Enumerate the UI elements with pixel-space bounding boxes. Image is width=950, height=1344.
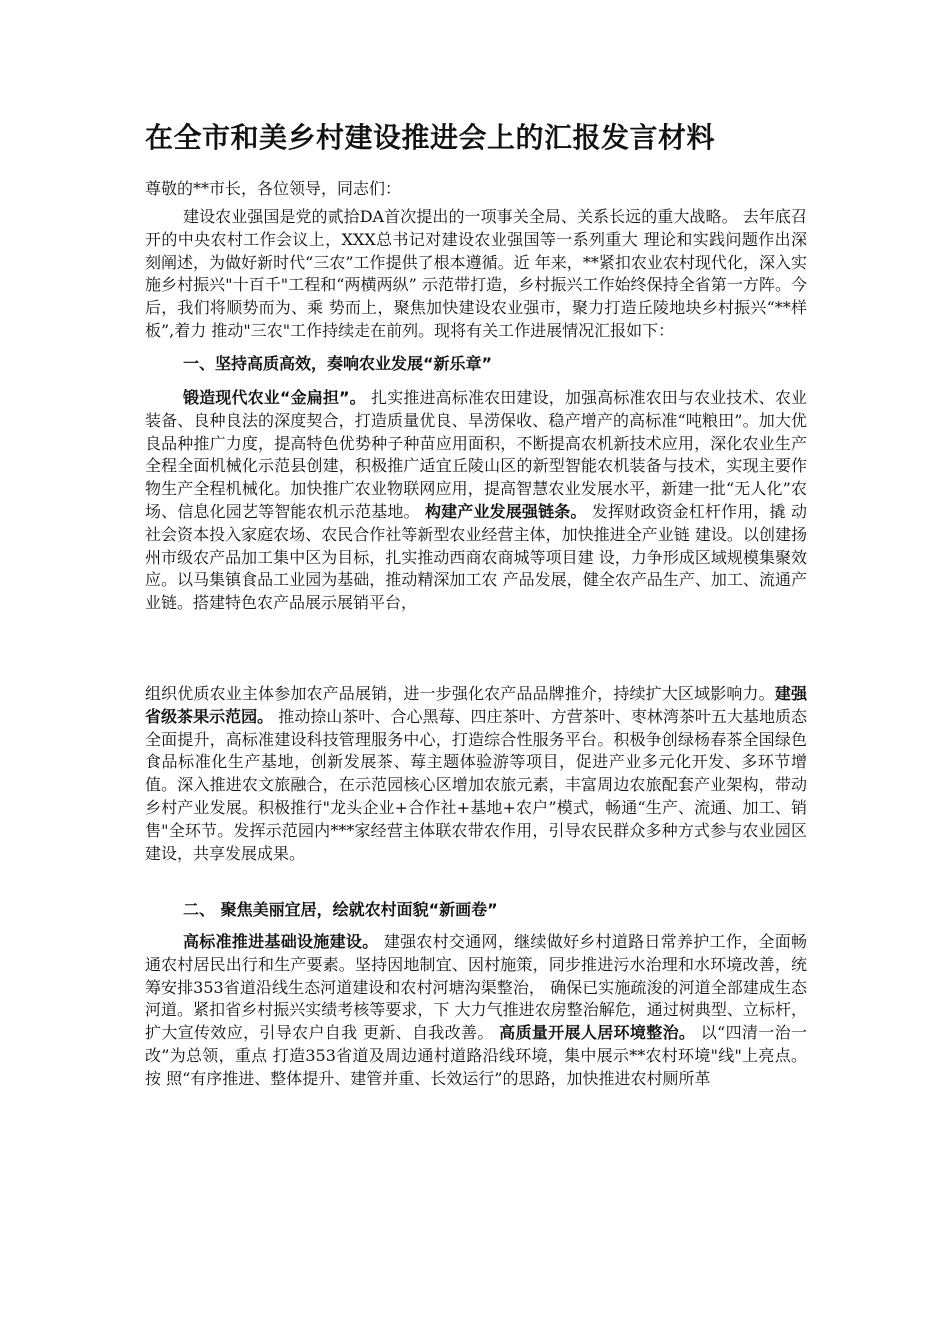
section-1-paragraph-2 [145, 683, 807, 865]
salutation: 尊敬的**市长，各位领导，同志们： [145, 179, 402, 198]
paragraph-text: 扎实推进高标准农田建设，加强高标准农田与农业技术、农业装备、良种良法的深度契合，打造质量优良、旱涝保收、稳产增产的高标准“吨粮田”。加大优良品种推广力度，提高特色优势种子种苗应用面积，不断提高农机新技术应用，深化农业生产全程全面机械化示范县创建，积极推广适宜丘陵山区的新型智能农机装备与技术，实现主要作物生产全程机械化。加快推广农业物联网应用，提高智慧农业发展水平，新建一批“无人化”农场、信息化园艺等智能农机示范基地。 [145, 388, 807, 521]
paragraph-text: 建强农村交通网，继续做好乡村道路日常养护工作，全面畅通农村居民出行和生产要素。坚持因地制宜、因村施策，同步推进污水治理和水环境改善，统筹安排353省道沿线生态河道建设和农村河塘沟渠整治， 确保已实施疏浚的河道全部建成生态河道。紧扣省乡村振兴实绩考核等要求，下 大力气推进农房整治解危，通过树典型、立标杆，扩大宣传效应，引导农户自我 更新、自我改善。 [145, 932, 807, 1043]
section-1-heading: 一、坚持高质高效，奏响农业发展“新乐章” [183, 354, 493, 373]
section-1-paragraph-1 [145, 387, 807, 615]
document-title: 在全市和美乡村建设推进会上的汇报发言材料 [145, 121, 716, 154]
subheading-infrastructure: 高标准推进基础设施建设。 [183, 932, 379, 951]
paragraph-text: 推动捺山茶叶、合心黑莓、四庄茶叶、方营茶叶、枣林湾茶叶五大基地质态全面提升，高标准建设科技管理服务中心，打造综合性服务平台。积极争创绿杨春茶全国绿色食品标准化生产基地，创新发展茶、莓主题体验游等项目，促进产业多元化开发、多环节增值。深入推进农文旅融合，在示范园核心区增加农旅元素，丰富周边农旅配套产业架构，带动乡村产业发展。积极推行"龙头企业+合作社+基地+农户”模式，畅通“生产、流通、加工、销售"全环节。发挥示范园内***家经营主体联农带农作用，引导农民群众多种方式参与农业园区建设，共享发展成果。 [145, 706, 807, 863]
subheading-industry-chain: 构建产业发展强链条。 [424, 501, 587, 521]
intro-paragraph: 建设农业强国是党的贰拾DA首次提出的一项事关全局、关系长远的重大战略。 去年底召开的中央农村工作会议上，XXX总书记对建设农业强国等一系列重大 理论和实践问题作出深刻阐述，为做好新时代“三农”工作提供了根本遵循。近 年来，**紧扣农业农村现代化，深入实施乡村振兴"十百千"工程和“两横两纵” 示范带打造，乡村振兴工作始终保持全省第一方阵。今后，我们将顺势而为、乘 势而上，聚焦加快建设农业强市，聚力打造丘陵地块乡村振兴“**样板”,着力 推动"三农"工作持续走在前列。现将有关工作进展情况汇报如下： [145, 207, 807, 340]
subheading-tea-fruit-park: 建强省级茶果示范园。 [145, 684, 807, 726]
paragraph-text: 以“四清一治一改”为总领，重点 打造353省道及周边通村道路沿线环境，集中展示**农村环境"线"上亮点。按 照“有序推进、整体提升、建管并重、长效运行”的思路，加快推进农村厕所革 [145, 1023, 807, 1088]
section-2-paragraph-1 [145, 931, 807, 1091]
subheading-golden-pole: 锻造现代农业“金扁担”。 [183, 388, 366, 407]
paragraph-text: 发挥财政资金杠杆作用，撬 动社会资本投入家庭农场、农民合作社等新型农业经营主体，加快推进全产业链 建设。以创建扬州市级农产品加工集中区为目标，扎实推动西商农商城等项目建 设，力争形成区域规模集聚效应。以马集镇食品工业园为基础，推动精深加工农 产品发展，健全农产品生产、加工、流通产业链。搭建特色农产品展示展销平台， [145, 501, 807, 613]
paragraph-text: 组织优质农业主体参加农产品展销，进一步强化农产品品牌推介，持续扩大区域影响力。 [145, 684, 775, 703]
section-2-heading: 二、 聚焦美丽宜居，绘就农村面貌“新画卷” [183, 900, 498, 919]
subheading-living-environment: 高质量开展人居环境整治。 [499, 1023, 696, 1043]
